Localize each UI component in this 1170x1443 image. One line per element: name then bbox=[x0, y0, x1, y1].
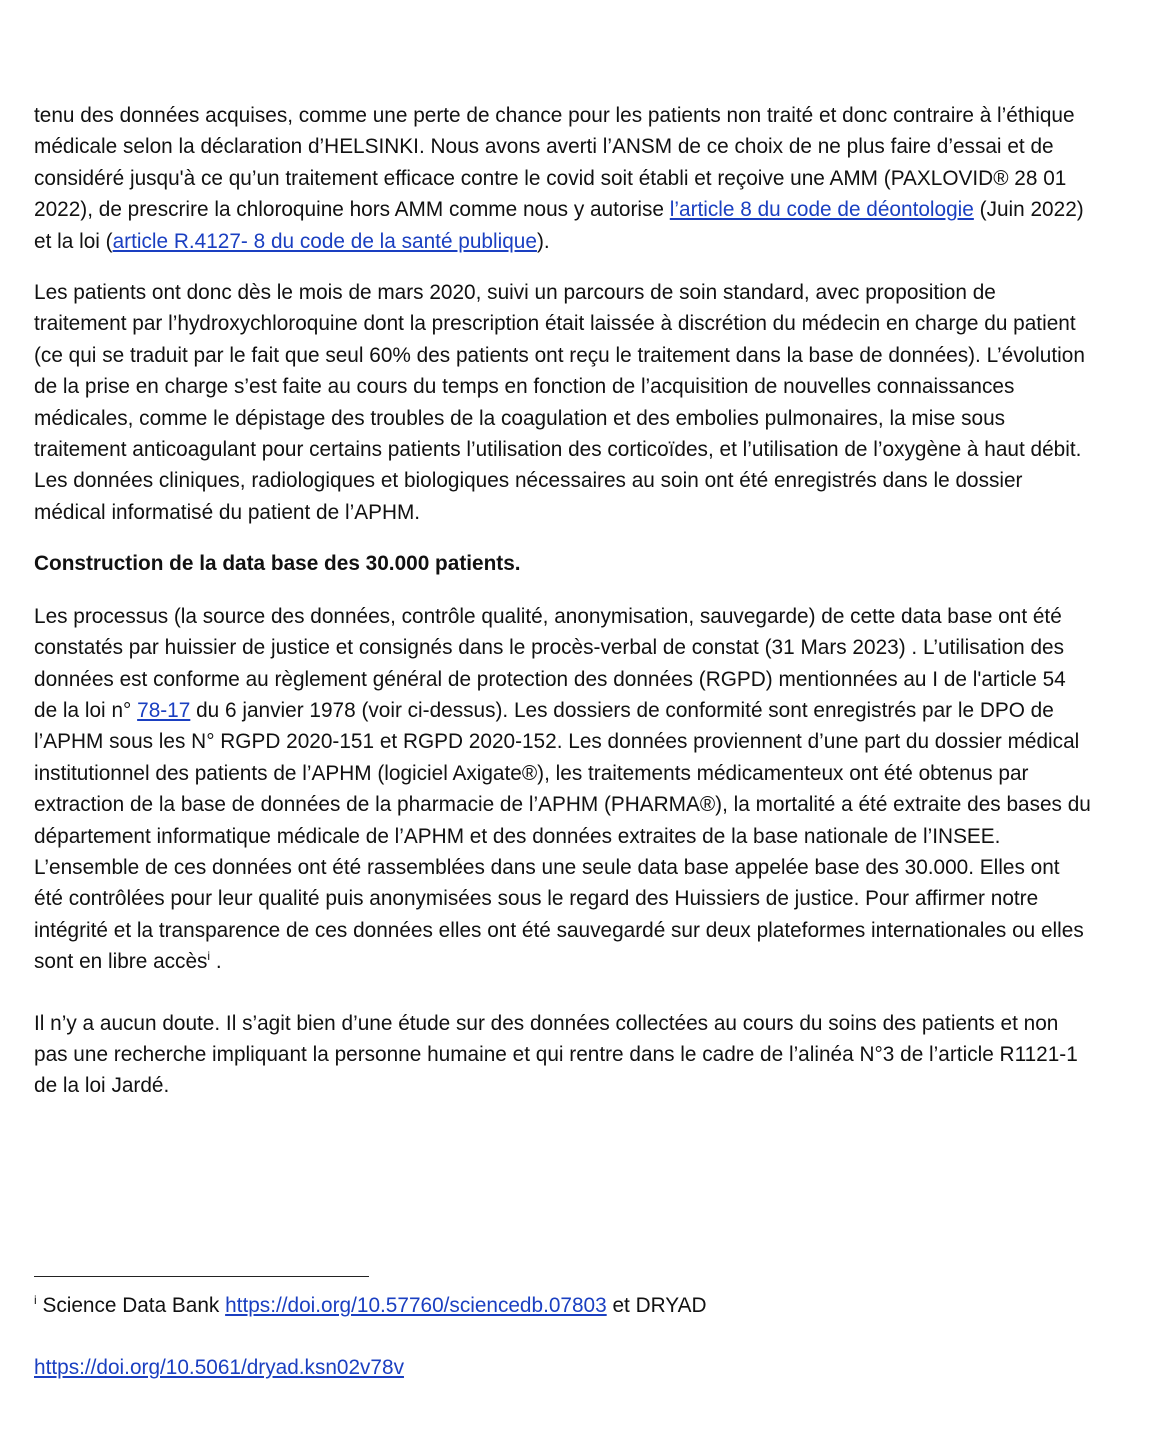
footnote-reference[interactable]: i bbox=[207, 949, 211, 964]
footnote bbox=[34, 1290, 1094, 1321]
footnote-text: et DRYAD bbox=[606, 1294, 707, 1317]
paragraph-parcours-soin bbox=[34, 277, 1094, 528]
document-body bbox=[34, 100, 1094, 1102]
paragraph-text: ). bbox=[536, 229, 550, 253]
paragraph-helsinki bbox=[34, 100, 1094, 257]
paragraph-text: (Juin 2022) et la loi ( bbox=[34, 198, 1084, 253]
link-code-deontologie[interactable]: l’article 8 du code de déontologie bbox=[669, 198, 974, 222]
link-dryad[interactable]: https://doi.org/10.5061/dryad.ksn02v78v bbox=[34, 1356, 404, 1379]
footnote-marker: i bbox=[34, 1293, 37, 1308]
paragraph-text: Les patients ont donc dès le mois de mars 2020, suivi un parcours de soin standard, avec proposition de traitement par l’hydroxychloroquine dont la prescription était laissée à discrétion du médecin en charge du patient (ce qui se traduit par le fait que seul 60% des patients ont reçu le traitement dans la base de données). L’évolution de la prise en charge s’est faite au cours du temps en fonction de l’acquisition de nouvelles connaissances médicales, comme le dépistage des troubles de la coagulation et des embolies pulmonaires, la mise sous traitement anticoagulant pour certains patients l’utilisation des corticoïdes, et l’utilisation de l’oxygène à haut débit. Les données cliniques, radiologiques et biologiques nécessaires au soin ont été enregistrés dans le dossier médical informatisé du patient de l’APHM. bbox=[34, 281, 1085, 524]
footnote-second-line bbox=[34, 1352, 404, 1383]
link-science-data-bank[interactable]: https://doi.org/10.57760/sciencedb.07803 bbox=[225, 1294, 607, 1317]
footnote-text: Science Data Bank bbox=[36, 1294, 226, 1317]
paragraph-text: . bbox=[210, 950, 222, 974]
paragraph-conclusion bbox=[34, 1008, 1094, 1102]
paragraph-text: Il n’y a aucun doute. Il s’agit bien d’une étude sur des données collectées au cours du soins des patients et non pas une recherche impliquant la personne humaine et qui rentre dans le cadre de l’alinéa N°3 de l’article R1121-1 de la loi Jardé. bbox=[34, 1011, 1078, 1098]
paragraph-text: du 6 janvier 1978 (voir ci-dessus). Les dossiers de conformité sont enregistrés par le DPO de l’APHM sous les N° RGPD 2020-151 et RGPD 2020-152. Les données proviennent d’une part du dossier médical institutionnel des patients de l’APHM (logiciel Axigate®), les traitements médicamenteux ont été obtenus par extraction de la base de données de la pharmacie de l’APHM (PHARMA®), la mortalité a été extraite des bases du département informatique médicale de l’APHM et des données extraites de la base nationale de l’INSEE. L’ensemble de ces données ont été rassemblées dans une seule data base appelée base des 30.000. Elles ont été contrôlées pour leur qualité puis anonymisées sous le regard des Huissiers de justice. Pour affirmer notre intégrité et la transparence de ces données elles ont été sauvegardé sur deux plateformes internationales ou elles sont en libre accès bbox=[34, 698, 1091, 974]
link-loi-78-17[interactable]: 78-17 bbox=[137, 698, 191, 722]
paragraph-text: Les processus (la source des données, contrôle qualité, anonymisation, sauvegarde) de cette data base ont été constatés par huissier de justice et consignés dans le procès-verbal de constat (31 Mars 2023) . L’utilisation des données est conforme au règlement général de protection des données (RGPD) mentionnées au I de l'article 54 de la loi n° bbox=[34, 604, 1066, 722]
paragraph-processus bbox=[34, 601, 1094, 978]
link-code-sante-publique[interactable]: article R.4127- 8 du code de la santé publique bbox=[112, 229, 537, 253]
footnote-divider bbox=[34, 1276, 369, 1277]
paragraph-text: tenu des données acquises, comme une perte de chance pour les patients non traité et donc contraire à l’éthique médicale selon la déclaration d’HELSINKI. Nous avons averti l’ANSM de ce choix de ne plus faire d’essai et de considéré jusqu'à ce qu’un traitement efficace contre le covid soit établi et reçoive une AMM (PAXLOVID® 28 01 2022), de prescrire la chloroquine hors AMM comme nous y autorise bbox=[34, 104, 1075, 222]
section-heading: Construction de la data base des 30.000 patients. bbox=[34, 552, 521, 576]
